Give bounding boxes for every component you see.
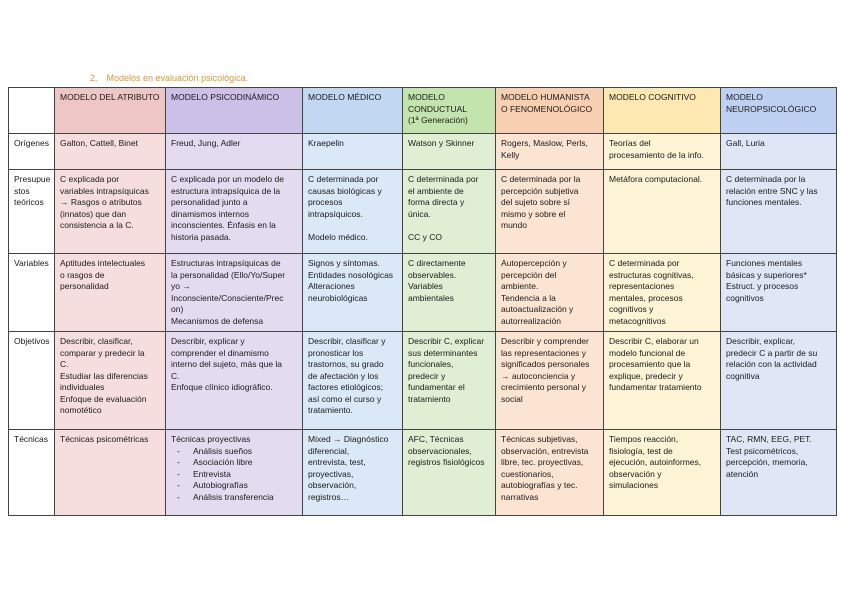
- cell-hum: [496, 430, 604, 516]
- cell-line: narrativas: [501, 491, 539, 502]
- cell-line: trastornos, su grado: [308, 359, 384, 369]
- cell-line: única.: [408, 208, 431, 219]
- cell-line: tratamiento: [408, 393, 451, 404]
- cell-line: Kelly: [501, 149, 520, 160]
- cell-line: Teorías del: [609, 138, 651, 148]
- cell-line: neurobiológicas: [308, 292, 368, 303]
- cell-line: Describir C, elaborar un: [609, 336, 699, 346]
- cell-line: así como el curso y: [308, 393, 382, 404]
- cell-line: percepción, memoria,: [726, 457, 808, 467]
- cell-line: Orígenes: [14, 138, 49, 148]
- cell-psico: [166, 170, 303, 254]
- cell-line: percepción subjetiva: [501, 185, 579, 196]
- cell-line: observación y: [609, 468, 662, 479]
- cell-line: MODELO PSICODINÁMICO: [171, 92, 280, 102]
- cell-line: social: [501, 393, 523, 404]
- row-label: [9, 254, 55, 332]
- cell-line: C determinada por: [408, 174, 479, 184]
- cell-line: observacionales,: [408, 445, 472, 456]
- col-header-medico: [303, 88, 403, 134]
- cell-line: comparar y predecir la: [60, 347, 145, 358]
- cell-psico: [166, 134, 303, 170]
- cell-line: Describir, explicar,: [726, 336, 795, 346]
- cell-line: Enfoque de evaluación: [60, 393, 147, 404]
- cell-line: funcionales,: [408, 359, 454, 369]
- cell-line: Inconsciente/Consciente/Prec: [171, 292, 284, 303]
- section-number: 2.: [90, 73, 98, 83]
- list-item: - Autobiografías: [171, 480, 297, 492]
- cell-line: relación entre SNC y las: [726, 185, 818, 196]
- cell-line: Alteraciones: [308, 281, 355, 291]
- cell-line: forma directa y: [408, 197, 465, 207]
- cell-line: Tendencia a la: [501, 292, 556, 303]
- cell-line: fisiología, test de: [609, 445, 673, 456]
- cell-cog: [604, 254, 721, 332]
- cell-neuro: [721, 134, 837, 170]
- cell-line: estructuras cognitivas,: [609, 269, 694, 280]
- cell-attr: [55, 134, 166, 170]
- cell-line: consistencia a la C.: [60, 220, 134, 230]
- cell-line: causas biológicas y: [308, 185, 382, 196]
- cell-line: NEUROPSICOLÓGICO: [726, 103, 817, 114]
- cell-line: Funciones mentales: [726, 258, 803, 268]
- cell-line: Gall, Luria: [726, 138, 765, 148]
- cell-line: variables intrapsíquicas: [60, 185, 149, 196]
- cell-line: Estudiar las diferencias: [60, 370, 148, 381]
- list-item: - Análisis transferencia: [171, 492, 297, 504]
- cell-line: historia pasada.: [171, 231, 232, 242]
- cell-line: representaciones: [609, 281, 675, 291]
- cell-line: C.: [171, 370, 180, 381]
- models-table: [8, 87, 837, 516]
- cell-line: libre, tec. proyectivas,: [501, 457, 584, 467]
- cell-psico: [166, 430, 303, 516]
- cell-line: básicas y superiores*: [726, 269, 807, 280]
- cell-line: [308, 220, 397, 232]
- cell-line: predecir C a partir de su: [726, 347, 818, 358]
- cell-line: predecir y: [408, 370, 446, 381]
- cell-line: Rogers, Maslow, Perls,: [501, 138, 588, 148]
- cell-hum: [496, 254, 604, 332]
- cell-line: C explicada por un modelo de: [171, 174, 284, 184]
- cell-line: cognitiva: [726, 370, 760, 381]
- cell-line: registros fisiológicos: [408, 457, 485, 467]
- row-label: [9, 430, 55, 516]
- cell-line: cognitivos y: [609, 304, 654, 314]
- cell-cond: [403, 430, 496, 516]
- cell-line: cuestionarios,: [501, 468, 554, 479]
- cell-line: Metáfora computacional.: [609, 174, 703, 184]
- cell-line: mentales, procesos: [609, 292, 683, 303]
- cell-line: personalidad junto a: [171, 197, 248, 207]
- cell-line: Watson y Skinner: [408, 138, 475, 148]
- cell-line: significados personales: [501, 359, 590, 369]
- cell-line: autorrealización: [501, 315, 562, 326]
- cell-hum: [496, 170, 604, 254]
- cell-line: MODELO HUMANISTA: [501, 92, 590, 102]
- cell-line: Mecanismos de defensa: [171, 315, 264, 326]
- row-label: [9, 134, 55, 170]
- cell-line: la personalidad (Ello/Yo/Super: [171, 269, 286, 280]
- col-header-humanista: [496, 88, 604, 134]
- cell-line: → autoconciencia y: [501, 370, 576, 381]
- cell-line: atención: [726, 468, 759, 479]
- cell-line: Variables: [408, 281, 443, 291]
- cell-line: yo →: [171, 281, 191, 291]
- cell-line: del sujeto sobre sí: [501, 197, 570, 207]
- cell-line: Variables: [14, 258, 49, 268]
- cell-neuro: [721, 332, 837, 430]
- cell-line: MODELO COGNITIVO: [609, 92, 696, 102]
- cell-line: autoactualización y: [501, 304, 574, 314]
- cell-line: Técnicas: [14, 434, 49, 444]
- cell-line: Galton, Cattell, Binet: [60, 138, 138, 148]
- cell-line: el ambiente de: [408, 185, 464, 196]
- cell-line: cognitivos: [726, 292, 764, 303]
- cell-line: MODELO DEL ATRIBUTO: [60, 92, 160, 102]
- cell-hum: [496, 332, 604, 430]
- cell-line: C determinada por: [308, 174, 379, 184]
- cell-line: interno del sujeto, más que la: [171, 359, 283, 369]
- cell-line: MODELO: [408, 92, 445, 102]
- cell-line: Describir y comprender: [501, 336, 589, 346]
- cell-med: [303, 254, 403, 332]
- cell-line: fundamentar el: [408, 382, 465, 392]
- cell-line: Mixed → Diagnóstico: [308, 434, 389, 444]
- row-objetivos: [9, 332, 837, 430]
- cell-line: Describir C, explicar: [408, 336, 485, 346]
- cell-line: Describir, explicar y: [171, 336, 245, 346]
- cell-line: funciones mentales.: [726, 197, 802, 207]
- cell-attr: [55, 430, 166, 516]
- col-header-conductual: [403, 88, 496, 134]
- cell-line: Estruct. y procesos: [726, 281, 799, 291]
- cell-line: TAC, RMN, EEG, PET.: [726, 434, 812, 444]
- cell-line: procesamiento de la info.: [609, 149, 704, 160]
- cell-line: on): [171, 304, 184, 314]
- cell-line: stos: [14, 185, 30, 196]
- cell-line: o rasgos de: [60, 269, 105, 280]
- col-header-neuropsicologico: [721, 88, 837, 134]
- cell-line: procesos: [308, 197, 343, 207]
- cell-line: Presupue: [14, 174, 51, 184]
- cell-line: Kraepelin: [308, 138, 344, 148]
- cell-line: (1ª Generación): [408, 115, 468, 125]
- cell-line: Enfoque clínico idiográfico.: [171, 382, 273, 392]
- cell-line: CC y CO: [408, 231, 442, 242]
- col-header-atributo: [55, 88, 166, 134]
- row-presupuestos: [9, 170, 837, 254]
- cell-line: entrevista, test,: [308, 457, 366, 467]
- cell-attr: [55, 254, 166, 332]
- cell-line: Técnicas proyectivas: [171, 434, 251, 444]
- cell-line: MODELO: [726, 92, 763, 102]
- cell-line: nomotético: [60, 405, 102, 415]
- cell-attr: [55, 170, 166, 254]
- cell-attr: [55, 332, 166, 430]
- cell-line: C.: [60, 359, 69, 369]
- cell-line: ejecución, autoinformes,: [609, 457, 702, 467]
- cell-hum: [496, 134, 604, 170]
- cell-line: Estructuras intrapsíquicas de: [171, 258, 281, 268]
- cell-line: metacognitivos: [609, 315, 666, 326]
- cell-med: [303, 430, 403, 516]
- cell-line: inconscientes. Énfasis en la: [171, 220, 276, 230]
- cell-line: AFC, Técnicas: [408, 434, 464, 444]
- cell-line: teóricos: [14, 197, 44, 207]
- cell-line: dinamismos internos: [171, 208, 249, 219]
- cell-cog: [604, 430, 721, 516]
- cell-line: Objetivos: [14, 336, 50, 346]
- cell-line: (innatos) que dan: [60, 208, 127, 219]
- cell-line: C determinada por la: [726, 174, 806, 184]
- cell-line: Signos y síntomas.: [308, 258, 380, 268]
- cell-psico: [166, 254, 303, 332]
- corner-cell: [9, 88, 55, 134]
- cell-line: Modelo médico.: [308, 231, 369, 242]
- cell-line: ambiente.: [501, 281, 539, 291]
- cell-line: Entidades nosológicas: [308, 269, 394, 280]
- cell-neuro: [721, 254, 837, 332]
- cell-line: registros…: [308, 491, 350, 502]
- row-label: [9, 332, 55, 430]
- header-row: [9, 88, 837, 134]
- cell-line: Tiempos reacción,: [609, 434, 679, 444]
- cell-line: [408, 220, 490, 232]
- cell-line: proyectivas,: [308, 468, 354, 479]
- col-header-psicodinamico: [166, 88, 303, 134]
- row-tecnicas: [9, 430, 837, 516]
- row-label: [9, 170, 55, 254]
- cell-line: mismo y sobre el: [501, 208, 566, 219]
- cell-line: factores etiológicos;: [308, 382, 384, 392]
- cell-line: pronosticar los: [308, 347, 364, 358]
- cell-psico: [166, 332, 303, 430]
- cell-line: ambientales: [408, 292, 454, 303]
- cell-line: crecimiento personal y: [501, 382, 587, 392]
- cell-line: CONDUCTUAL: [408, 103, 468, 114]
- cell-line: percepción del: [501, 269, 557, 280]
- cell-cond: [403, 134, 496, 170]
- list-item: - Entrevista: [171, 469, 297, 481]
- cell-cond: [403, 254, 496, 332]
- cell-line: Autopercepción y: [501, 258, 567, 268]
- cell-cog: [604, 134, 721, 170]
- cell-line: Test psicométricos,: [726, 445, 799, 456]
- cell-med: [303, 134, 403, 170]
- cell-line: relación con la actividad: [726, 359, 817, 369]
- cell-neuro: [721, 170, 837, 254]
- cell-line: observación,: [308, 480, 357, 490]
- cell-med: [303, 170, 403, 254]
- col-header-cognitivo: [604, 88, 721, 134]
- cell-cog: [604, 332, 721, 430]
- cell-line: de afectación y los: [308, 370, 379, 381]
- cell-line: explique, predecir y: [609, 370, 683, 381]
- cell-line: C directamente: [408, 258, 466, 268]
- cell-cond: [403, 332, 496, 430]
- cell-line: Técnicas psicométricas: [60, 434, 149, 444]
- cell-line: autobiografías y tec.: [501, 480, 578, 490]
- cell-line: Freud, Jung, Adler: [171, 138, 241, 148]
- cell-line: sus determinantes: [408, 347, 478, 358]
- cell-cog: [604, 170, 721, 254]
- cell-line: comprender el dinamismo: [171, 347, 269, 358]
- list-item: - Asociación libre: [171, 457, 297, 469]
- cell-line: O FENOMENOLÓGICO: [501, 103, 593, 114]
- cell-line: intrapsíquicos.: [308, 208, 363, 219]
- cell-neuro: [721, 430, 837, 516]
- cell-line: las representaciones y: [501, 347, 587, 358]
- cell-line: → Rasgos o atributos: [60, 197, 142, 207]
- cell-line: diferencial,: [308, 445, 350, 456]
- cell-line: estructura intrapsíquica de la: [171, 185, 281, 196]
- row-origenes: [9, 134, 837, 170]
- cell-med: [303, 332, 403, 430]
- section-title: Modelos en evaluación psicológica.: [106, 73, 249, 83]
- cell-line: procesamiento que la: [609, 359, 691, 369]
- cell-line: C determinada por: [609, 258, 680, 268]
- cell-line: modelo funcional de: [609, 347, 686, 358]
- cell-line: tratamiento.: [308, 405, 353, 415]
- cell-line: personalidad: [60, 281, 109, 291]
- cell-line: observables.: [408, 269, 457, 280]
- cell-line: individuales: [60, 382, 105, 392]
- cell-line: Aptitudes intelectuales: [60, 258, 146, 268]
- section-heading: [90, 73, 248, 83]
- cell-line: Describir, clasificar,: [60, 336, 133, 346]
- row-variables: [9, 254, 837, 332]
- cell-line: mundo: [501, 220, 527, 230]
- cell-line: simulaciones: [609, 480, 659, 490]
- cell-line: Describir, clasificar y: [308, 336, 386, 346]
- list-item: - Análisis sueños: [171, 446, 297, 458]
- cell-line: C determinada por la: [501, 174, 581, 184]
- cell-line: observación, entrevista: [501, 445, 589, 456]
- cell-line: Técnicas subjetivas,: [501, 434, 578, 444]
- cell-cond: [403, 170, 496, 254]
- cell-line: C explicada por: [60, 174, 120, 184]
- cell-line: fundamentar tratamiento: [609, 382, 702, 392]
- cell-line: MODELO MÉDICO: [308, 92, 382, 102]
